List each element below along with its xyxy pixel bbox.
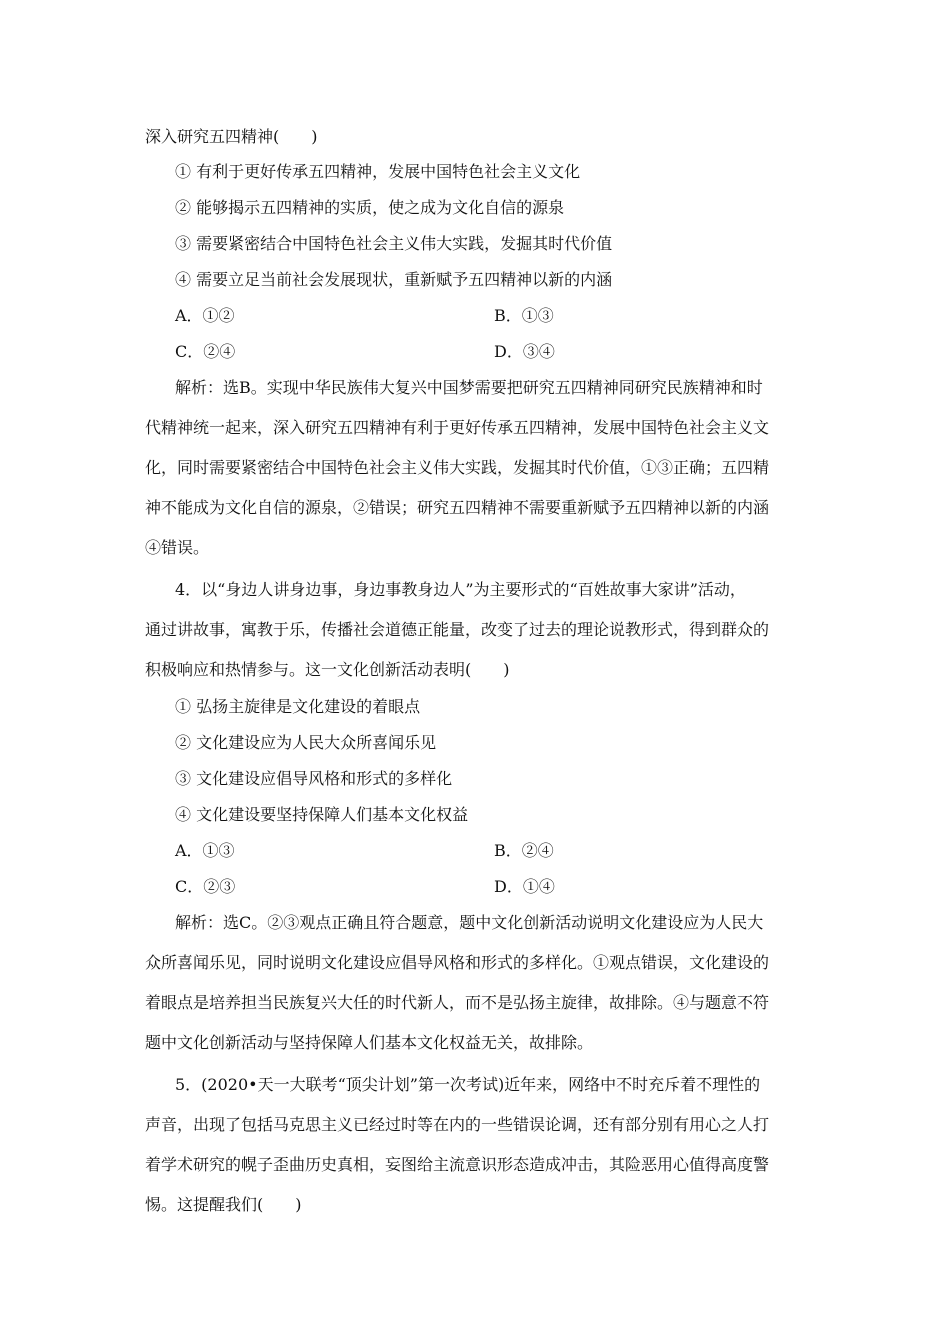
q4-analysis-line: 众所喜闻乐见，同时说明文化建设应倡导风格和形式的多样化。①观点错误，文化建设的	[145, 953, 770, 972]
q3-analysis-line: 化，同时需要紧密结合中国特色社会主义伟大实践，发掘其时代价值，①③正确；五四精	[145, 458, 770, 477]
q4-stem-line: 通过讲故事，寓教于乐，传播社会道德正能量，改变了过去的理论说教形式，得到群众的	[145, 620, 770, 639]
q5-stem-line: 惕。这提醒我们( )	[145, 1195, 302, 1214]
q3-option-1: ① 有利于更好传承五四精神，发展中国特色社会主义文化	[175, 162, 581, 181]
q4-choice-a: A．①③	[175, 841, 235, 860]
q4-choice-b: B．②④	[494, 841, 554, 860]
q3-option-4: ④ 需要立足当前社会发展现状，重新赋予五四精神以新的内涵	[175, 270, 613, 289]
q4-analysis-line: 题中文化创新活动与坚持保障人们基本文化权益无关，故排除。	[145, 1033, 594, 1052]
q4-option-2: ② 文化建设应为人民大众所喜闻乐见	[175, 733, 437, 752]
q3-option-3: ③ 需要紧密结合中国特色社会主义伟大实践，发掘其时代价值	[175, 234, 613, 253]
q4-analysis-line: 着眼点是培养担当民族复兴大任的时代新人，而不是弘扬主旋律，故排除。④与题意不符	[145, 993, 770, 1012]
q3-analysis-line: 神不能成为文化自信的源泉，②错误；研究五四精神不需要重新赋予五四精神以新的内涵	[145, 498, 770, 517]
q4-option-4: ④ 文化建设要坚持保障人们基本文化权益	[175, 805, 469, 824]
q4-analysis-line: 解析：选C。②③观点正确且符合题意，题中文化创新活动说明文化建设应为人民大	[175, 913, 764, 932]
q3-choice-a: A．①②	[175, 306, 235, 325]
q3-stem-tail: 深入研究五四精神( )	[145, 127, 318, 146]
q4-stem-line: 4．以“身边人讲身边事，身边事教身边人”为主要形式的“百姓故事大家讲”活动，	[175, 580, 746, 599]
q3-choice-c: C．②④	[175, 342, 236, 361]
q3-option-2: ② 能够揭示五四精神的实质，使之成为文化自信的源泉	[175, 198, 565, 217]
q3-choice-d: D．③④	[494, 342, 555, 361]
q3-choice-b: B．①③	[494, 306, 554, 325]
q5-stem-line: 着学术研究的幌子歪曲历史真相，妄图给主流意识形态造成冲击，其险恶用心值得高度警	[145, 1155, 770, 1174]
q3-analysis-line: 解析：选B。实现中华民族伟大复兴中国梦需要把研究五四精神同研究民族精神和时	[175, 378, 763, 397]
q3-analysis-line: ④错误。	[145, 538, 210, 557]
q4-choice-c: C．②③	[175, 877, 236, 896]
q5-stem-line: 声音，出现了包括马克思主义已经过时等在内的一些错误论调，还有部分别有用心之人打	[145, 1115, 770, 1134]
q4-option-1: ① 弘扬主旋律是文化建设的着眼点	[175, 697, 421, 716]
q3-analysis-line: 代精神统一起来，深入研究五四精神有利于更好传承五四精神，发展中国特色社会主义文	[145, 418, 770, 437]
q4-stem-line: 积极响应和热情参与。这一文化创新活动表明( )	[145, 660, 510, 679]
q5-stem-line: 5．(2020•天一大联考“顶尖计划”第一次考试)近年来，网络中不时充斥着不理性的	[175, 1075, 761, 1094]
q4-choice-d: D．①④	[494, 877, 555, 896]
q4-option-3: ③ 文化建设应倡导风格和形式的多样化	[175, 769, 453, 788]
